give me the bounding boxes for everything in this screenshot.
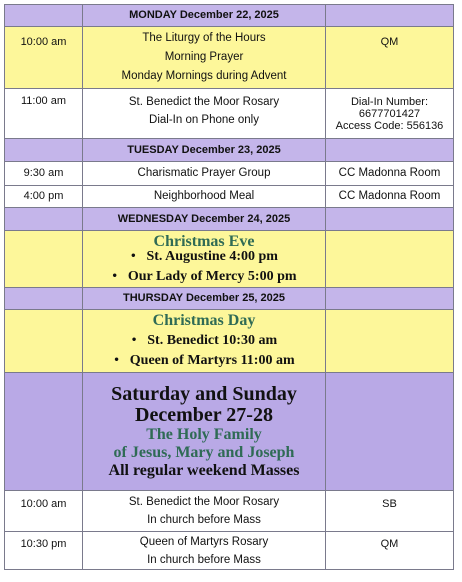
day-header-label: WEDNESDAY December 24, 2025 bbox=[83, 208, 326, 231]
event-cell: St. Benedict the Moor Rosary In church before Mass bbox=[83, 491, 326, 532]
table-row bbox=[5, 162, 454, 186]
list-item: • St. Augustine 4:00 pm bbox=[83, 247, 325, 267]
table-row bbox=[5, 310, 454, 373]
event-title: Christmas Eve bbox=[153, 233, 255, 247]
day-header-wednesday bbox=[5, 208, 454, 231]
event-cell: Saturday and Sunday December 27-28 The Holy Family of Jesus, Mary and Joseph All regular weekend Masses bbox=[83, 373, 326, 491]
location-cell: CC Madonna Room bbox=[326, 186, 454, 208]
time-cell: 9:30 am bbox=[5, 162, 83, 186]
time-cell: 10:00 am bbox=[5, 27, 83, 89]
time-cell: 10:30 pm bbox=[5, 532, 83, 570]
table-row bbox=[5, 186, 454, 208]
table-row bbox=[5, 231, 454, 288]
mass-list bbox=[83, 247, 325, 287]
location-cell: CC Madonna Room bbox=[326, 162, 454, 186]
mass-list bbox=[83, 331, 325, 371]
location-cell: QM bbox=[326, 27, 454, 89]
day-header-tuesday bbox=[5, 139, 454, 162]
day-header-thursday bbox=[5, 288, 454, 310]
time-cell: 4:00 pm bbox=[5, 186, 83, 208]
event-cell: The Liturgy of the Hours Morning Prayer Monday Mornings during Advent bbox=[83, 27, 326, 89]
event-cell: Queen of Martyrs Rosary In church before Mass bbox=[83, 532, 326, 570]
list-item: • St. Benedict 10:30 am bbox=[83, 331, 325, 351]
list-item: • Queen of Martyrs 11:00 am bbox=[83, 351, 325, 371]
table-row bbox=[5, 89, 454, 139]
event-cell: Charismatic Prayer Group bbox=[83, 162, 326, 186]
list-item: • Our Lady of Mercy 5:00 pm bbox=[83, 267, 325, 287]
location-cell: QM bbox=[326, 532, 454, 570]
event-cell bbox=[83, 231, 326, 288]
time-cell: 10:00 am bbox=[5, 491, 83, 532]
day-header-monday bbox=[5, 5, 454, 27]
table-row bbox=[5, 491, 454, 532]
event-cell: Neighborhood Meal bbox=[83, 186, 326, 208]
weekend-block bbox=[5, 373, 454, 491]
event-cell bbox=[83, 310, 326, 373]
day-header-label: THURSDAY December 25, 2025 bbox=[83, 288, 326, 310]
location-cell: SB bbox=[326, 491, 454, 532]
day-header-label: MONDAY December 22, 2025 bbox=[83, 5, 326, 27]
time-cell: 11:00 am bbox=[5, 89, 83, 139]
day-header-label: TUESDAY December 23, 2025 bbox=[83, 139, 326, 162]
schedule-table bbox=[4, 4, 454, 570]
event-cell: St. Benedict the Moor Rosary Dial-In on Phone only bbox=[83, 89, 326, 139]
table-row bbox=[5, 27, 454, 89]
table-row bbox=[5, 532, 454, 570]
location-cell: Dial-In Number: 6677701427 Access Code: 556136 bbox=[326, 89, 454, 139]
event-title: Christmas Day bbox=[152, 311, 256, 329]
